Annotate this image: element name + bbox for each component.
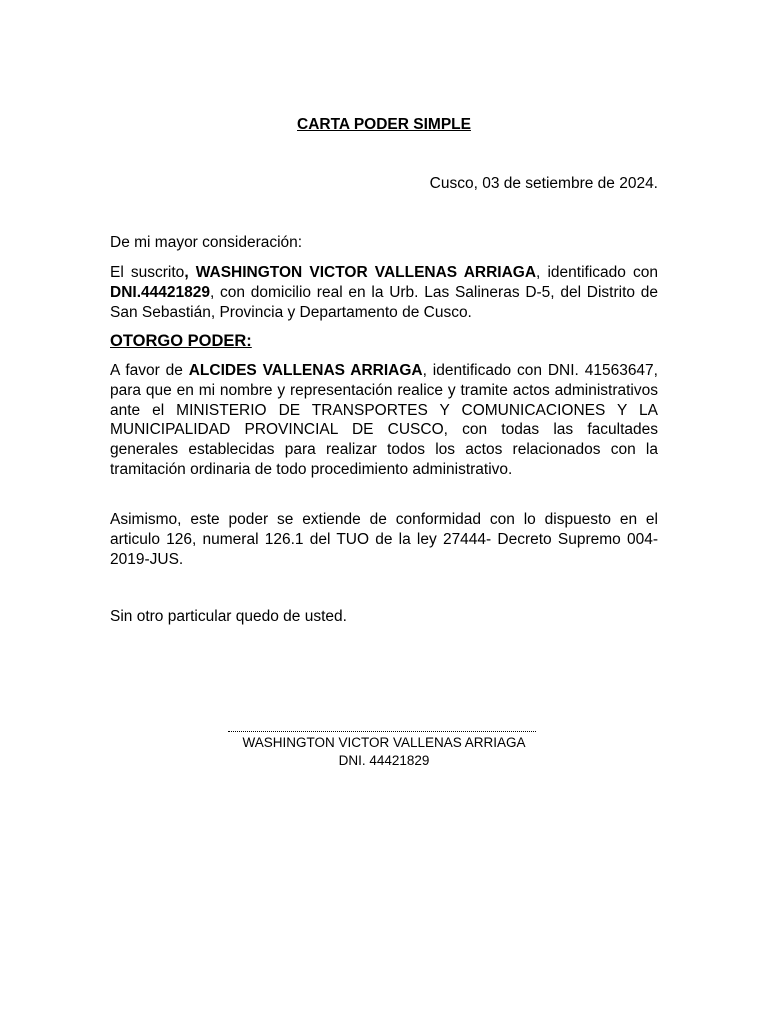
grantor-dni: DNI.44421829 xyxy=(110,283,210,301)
grantee-intro-text: A favor de xyxy=(110,362,189,379)
grantor-name: , WASHINGTON VICTOR VALLENAS ARRIAGA xyxy=(184,264,537,281)
closing-line: Sin otro particular quedo de usted. xyxy=(110,608,347,625)
legal-basis-paragraph: Asimismo, este poder se extiende de conformidad con lo dispuesto en el articulo 126, numeral 126.1 del TUO de la ley 27444- Decreto Supremo 004-2019-JUS. xyxy=(110,511,658,568)
grantee-paragraph xyxy=(110,361,658,480)
grantor-id-text: , identificado con xyxy=(536,264,658,281)
grantor-address-text: , con domicilio real en la Urb. Las Salineras D-5, del Distrito de San Sebastián, Provincia y Departamento de Cusco. xyxy=(110,283,658,321)
document-title: CARTA PODER SIMPLE xyxy=(297,116,471,133)
signature-name: WASHINGTON VICTOR VALLENAS ARRIAGA xyxy=(242,735,526,750)
grantor-intro-text: El suscrito xyxy=(110,264,185,281)
grantor-paragraph xyxy=(110,263,658,322)
salutation: De mi mayor consideración: xyxy=(110,234,303,251)
signature-dni: DNI. 44421829 xyxy=(338,753,430,768)
grant-heading: OTORGO PODER: xyxy=(110,332,252,350)
signature-line xyxy=(228,731,536,732)
grantee-details-text: , identificado con DNI. 41563647, para que en mi nombre y representación realice y tramite actos administrativos ante el MINISTERIO DE TRANSPORTES Y COMUNICACIONES Y LA MUNICIPALIDAD PROVINCIAL DE CUSCO, con todas las facultades generales establecidas para realizar todos los actos relacionados con la tramitación ordinaria de todo procedimiento administrativo. xyxy=(110,362,658,478)
grantee-name: ALCIDES VALLENAS ARRIAGA xyxy=(188,362,423,379)
date-line: Cusco, 03 de setiembre de 2024. xyxy=(429,175,658,192)
